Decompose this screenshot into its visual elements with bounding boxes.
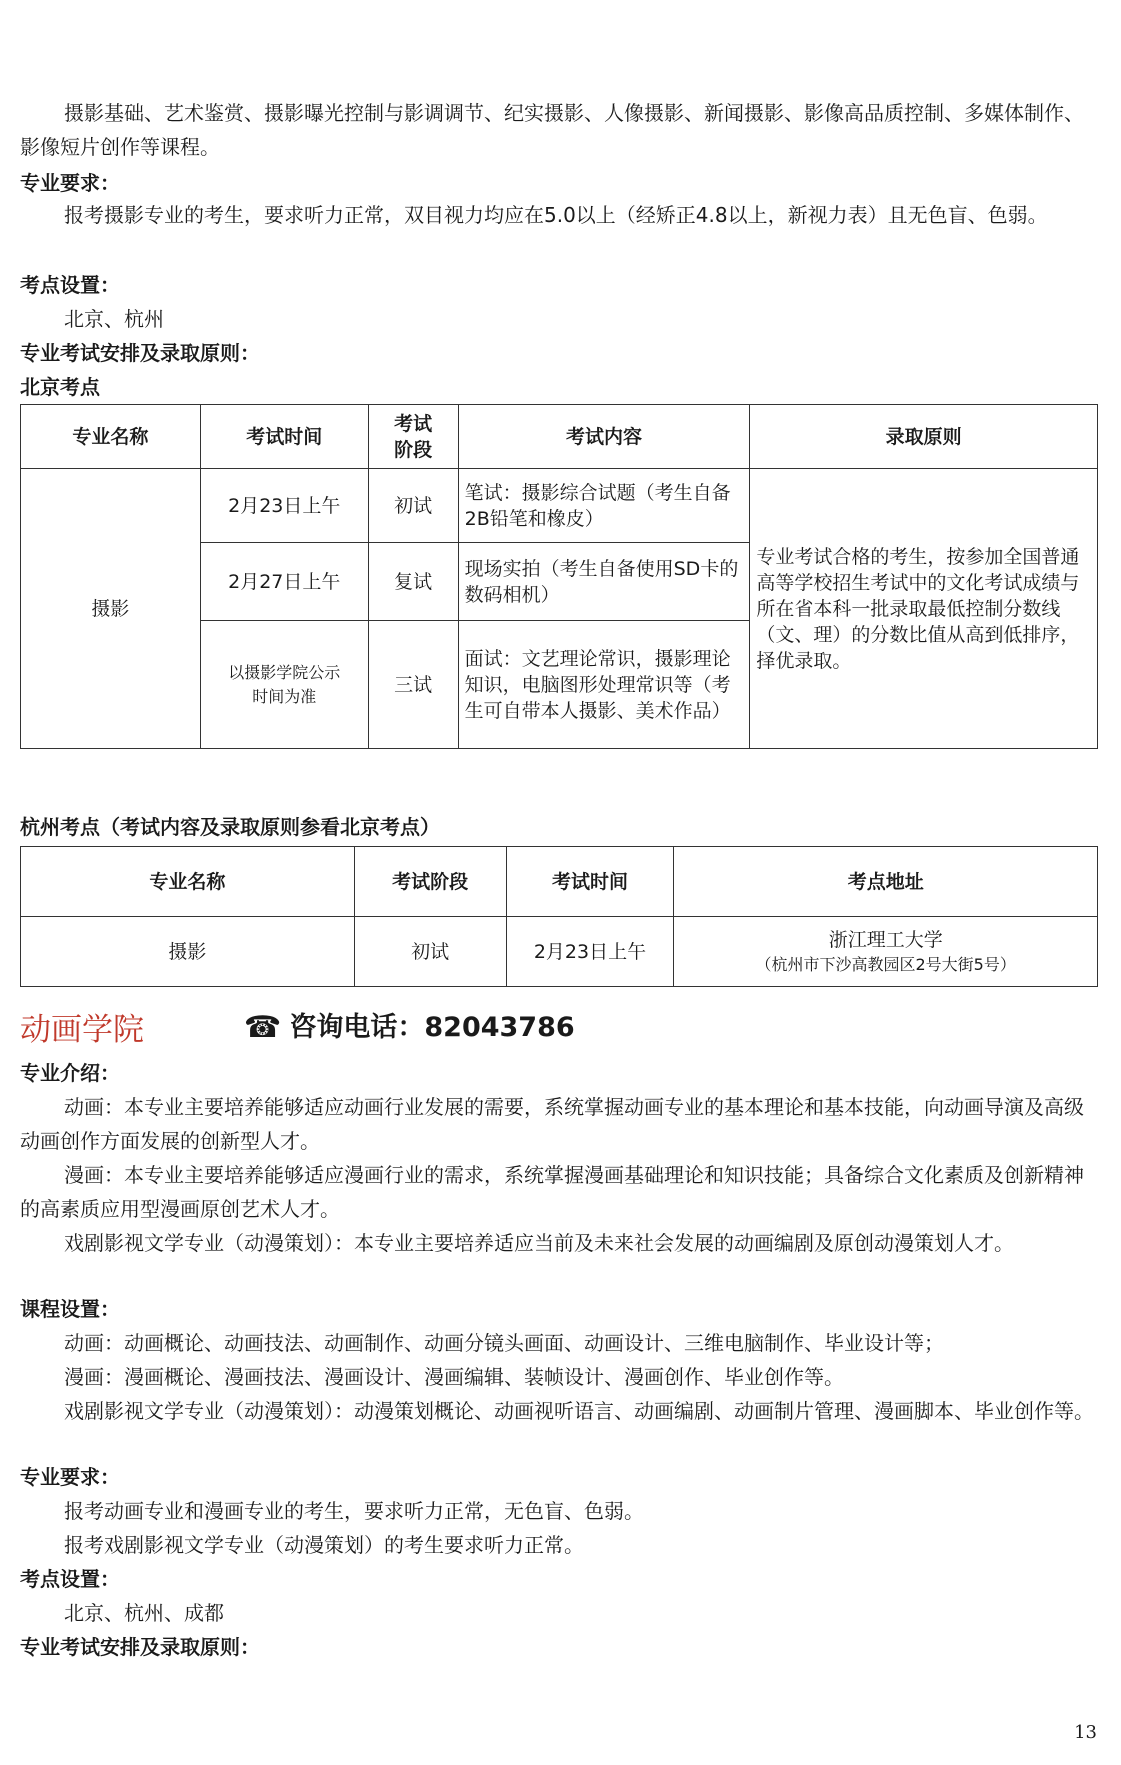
content-cell: 现场实拍（考生自备使用SD卡的数码相机） [458, 543, 750, 621]
courses-heading: 课程设置： [20, 1297, 120, 1321]
table-row [21, 917, 1098, 987]
courses-comics: 漫画：漫画概论、漫画技法、漫画设计、漫画编辑、装帧设计、漫画创作、毕业创作等。 [64, 1365, 844, 1389]
major-cell: 摄影 [21, 469, 201, 749]
time-cell: 以摄影学院公示时间为准 [200, 621, 368, 749]
content-cell: 面试：文艺理论常识，摄影理论知识，电脑图形处理常识等（考生可自带本人摄影、美术作品） [458, 621, 750, 749]
courses-drama: 戏剧影视文学专业（动漫策划）：动漫策划概论、动画视听语言、动画编剧、动画制片管理、漫画脚本、毕业创作等。 [64, 1399, 1094, 1423]
animation-sites-text: 北京、杭州、成都 [64, 1601, 224, 1625]
address-cell [674, 917, 1098, 987]
exam-sites-heading: 考点设置： [20, 273, 120, 297]
stage-cell: 复试 [368, 543, 458, 621]
hangzhou-exam-table [20, 846, 1098, 987]
intro-animation: 动画：本专业主要培养能够适应动画行业发展的需要，系统掌握动画专业的基本理论和基本技能，向动画导演及高级动画创作方面发展的创新型人才。 [20, 1095, 1084, 1153]
intro-drama: 戏剧影视文学专业（动漫策划）：本专业主要培养适应当前及未来社会发展的动画编剧及原创动漫策划人才。 [64, 1231, 1014, 1255]
header-stage: 考试阶段 [368, 405, 458, 469]
consult-label: 咨询电话： [289, 1012, 425, 1043]
time-cell: 2月27日上午 [200, 543, 368, 621]
major-cell: 摄影 [21, 917, 355, 987]
intro-heading: 专业介绍： [20, 1061, 120, 1085]
table-row [21, 469, 1098, 543]
content-cell: 笔试：摄影综合试题（考生自备2B铅笔和橡皮） [458, 469, 750, 543]
requirements-text: 报考摄影专业的考生，要求听力正常，双目视力均应在5.0以上（经矫正4.8以上，新视力表）且无色盲、色弱。 [64, 203, 1048, 227]
animation-requirements-heading: 专业要求： [20, 1465, 120, 1489]
animation-arrangement-heading: 专业考试安排及录取原则： [20, 1635, 260, 1659]
stage-cell: 三试 [368, 621, 458, 749]
exam-sites-text: 北京、杭州 [64, 307, 164, 331]
hangzhou-site-heading: 杭州考点（考试内容及录取原则参看北京考点） [20, 815, 440, 839]
consult-line [244, 1008, 575, 1048]
animation-requirement-2: 报考戏剧影视文学专业（动漫策划）的考生要求听力正常。 [64, 1533, 584, 1557]
table-header-row [21, 847, 1098, 917]
photography-courses-text: 摄影基础、艺术鉴赏、摄影曝光控制与影调调节、纪实摄影、人像摄影、新闻摄影、影像高品质控制、多媒体制作、影像短片创作等课程。 [20, 101, 1084, 159]
stage-cell: 初试 [368, 469, 458, 543]
intro-comics: 漫画：本专业主要培养能够适应漫画行业的需求，系统掌握漫画基础理论和知识技能；具备综合文化素质及创新精神的高素质应用型漫画原创艺术人才。 [20, 1163, 1084, 1221]
telephone-icon: ☎ [244, 1010, 282, 1045]
address-name: 浙江理工大学 [828, 928, 943, 951]
header-major: 专业名称 [21, 405, 201, 469]
stage-cell: 初试 [354, 917, 506, 987]
time-cell: 2月23日上午 [506, 917, 674, 987]
principle-cell: 专业考试合格的考生，按参加全国普通高等学校招生考试中的文化考试成绩与所在省本科一批录取最低控制分数线（文、理）的分数比值从高到低排序，择优录取。 [750, 469, 1098, 749]
beijing-exam-table [20, 404, 1098, 749]
requirements-heading: 专业要求： [20, 171, 120, 195]
address-detail: （杭州市下沙高教园区2号大街5号） [755, 954, 1016, 974]
header-address: 考点地址 [674, 847, 1098, 917]
animation-requirement-1: 报考动画专业和漫画专业的考生，要求听力正常，无色盲、色弱。 [64, 1499, 644, 1523]
courses-animation: 动画：动画概论、动画技法、动画制作、动画分镜头画面、动画设计、三维电脑制作、毕业设计等； [64, 1331, 944, 1355]
animation-sites-heading: 考点设置： [20, 1567, 120, 1591]
header-principle: 录取原则 [750, 405, 1098, 469]
header-time: 考试时间 [506, 847, 674, 917]
page-number: 13 [1074, 1722, 1097, 1743]
header-content: 考试内容 [458, 405, 750, 469]
phone-number: 82043786 [424, 1012, 575, 1043]
table-header-row [21, 405, 1098, 469]
header-major: 专业名称 [21, 847, 355, 917]
arrangement-heading: 专业考试安排及录取原则： [20, 341, 260, 365]
beijing-site-heading: 北京考点 [20, 375, 100, 399]
time-cell: 2月23日上午 [200, 469, 368, 543]
college-title: 动画学院 [20, 1012, 144, 1048]
header-stage: 考试阶段 [354, 847, 506, 917]
header-time: 考试时间 [200, 405, 368, 469]
